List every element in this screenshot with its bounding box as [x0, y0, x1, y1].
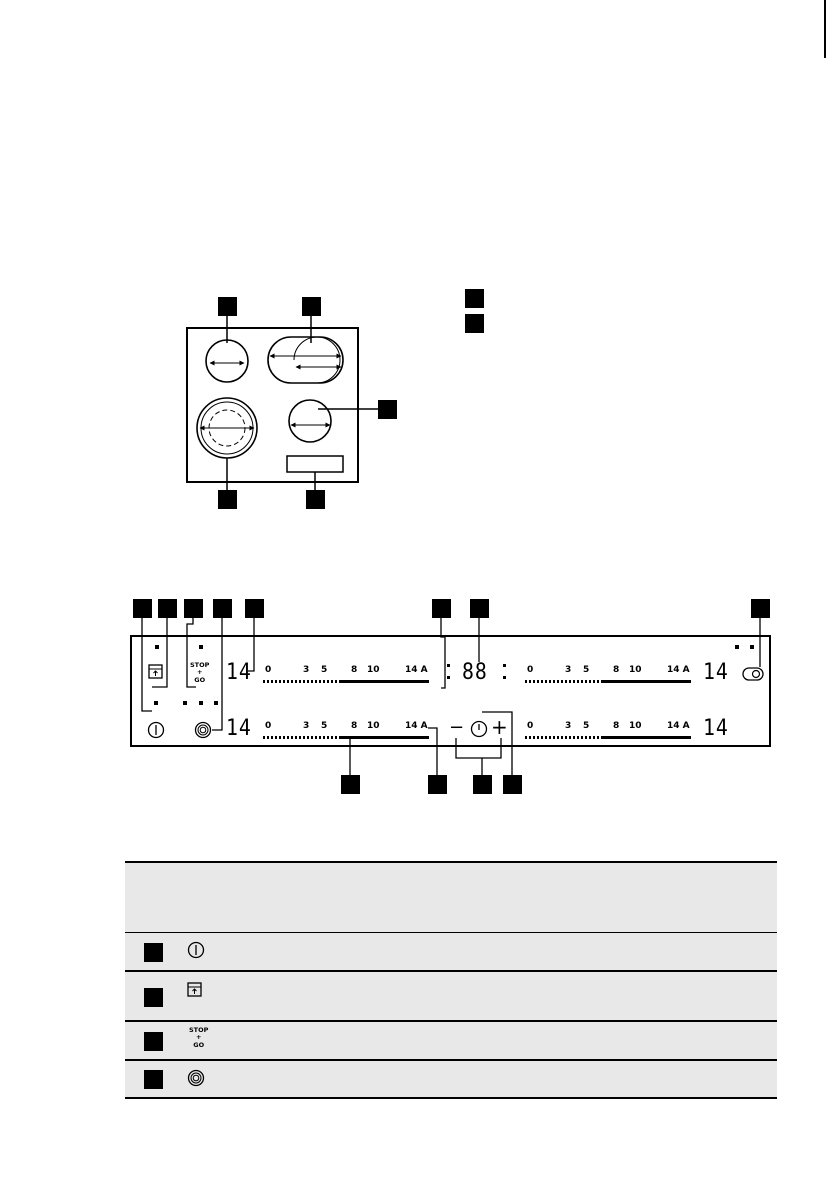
scale-label: 3: [303, 665, 310, 675]
indicator-dot: [735, 645, 739, 649]
scale-label: 14 A: [405, 721, 428, 731]
stop-label: STOP: [189, 1026, 209, 1034]
stop-go-icon: [189, 1027, 208, 1049]
on-off-icon: [187, 941, 205, 959]
bridge-icon[interactable]: [194, 721, 212, 739]
power-slider-rear-right[interactable]: [525, 722, 691, 744]
scale-label: 8: [351, 665, 358, 675]
row-marker: [144, 1032, 163, 1051]
scale-label: 5: [583, 665, 590, 675]
indicator-dot: [154, 701, 158, 705]
zone-display-rear-right: 14: [703, 716, 729, 741]
scale-label: 10: [629, 665, 642, 675]
lock-icon: [187, 982, 203, 998]
scale-label: 8: [613, 665, 620, 675]
scale-label: 0: [527, 721, 534, 731]
scale-label: 0: [265, 721, 272, 731]
indicator-dot: [199, 645, 203, 649]
timer-colon-dot: [447, 664, 450, 667]
table-row: [125, 1022, 777, 1061]
scale-label: 10: [629, 721, 642, 731]
scale-label: 5: [321, 721, 328, 731]
row-marker: [144, 1070, 163, 1089]
timer-plus-button[interactable]: +: [491, 715, 508, 739]
on-off-icon[interactable]: [147, 721, 165, 739]
indicator-dot: [214, 701, 218, 705]
stop-go-icon[interactable]: [190, 662, 209, 684]
indicator-dot: [750, 645, 754, 649]
timer-colon-dot: [503, 664, 506, 667]
powerslide-icon[interactable]: [742, 667, 764, 681]
power-slider-front-left[interactable]: [263, 666, 429, 688]
row-marker: [144, 943, 163, 962]
scale-label: 10: [367, 665, 380, 675]
indicator-dot: [199, 701, 203, 705]
scale-label: 14 A: [667, 665, 690, 675]
timer-colon-dot: [503, 676, 506, 679]
power-slider-front-right[interactable]: [525, 666, 691, 688]
indicator-dot: [155, 645, 159, 649]
zone-display-front-right: 14: [703, 660, 729, 685]
scale-label: 5: [583, 721, 590, 731]
lock-icon[interactable]: [148, 664, 164, 680]
row-marker: [144, 988, 163, 1007]
scale-label: 14 A: [405, 665, 428, 675]
timer-colon-dot: [447, 676, 450, 679]
symbol-table: [125, 861, 777, 1099]
scale-label: 8: [613, 721, 620, 731]
table-row: [125, 933, 777, 972]
table-header: [125, 861, 777, 933]
stop-label: STOP: [190, 661, 210, 669]
bridge-icon: [187, 1069, 205, 1087]
scale-label: 3: [565, 721, 572, 731]
scale-label: 0: [527, 665, 534, 675]
plus-sign: +: [195, 1033, 202, 1042]
table-row: [125, 1061, 777, 1099]
power-slider-rear-left[interactable]: [263, 722, 429, 744]
scale-label: 14 A: [667, 721, 690, 731]
go-label: GO: [194, 675, 206, 684]
zone-display-front-left: 14: [226, 660, 252, 685]
scale-label: 5: [321, 665, 328, 675]
scale-label: 10: [367, 721, 380, 731]
scale-label: 8: [351, 721, 358, 731]
plus-sign: +: [196, 668, 203, 677]
timer-icon[interactable]: [470, 720, 488, 738]
table-row: [125, 972, 777, 1022]
indicator-dot: [183, 701, 187, 705]
go-label: GO: [193, 1040, 205, 1049]
timer-minus-button[interactable]: −: [449, 717, 465, 738]
zone-display-rear-left: 14: [226, 716, 252, 741]
timer-display: 88: [462, 660, 488, 685]
scale-label: 3: [565, 665, 572, 675]
scale-label: 0: [265, 665, 272, 675]
scale-label: 3: [303, 721, 310, 731]
